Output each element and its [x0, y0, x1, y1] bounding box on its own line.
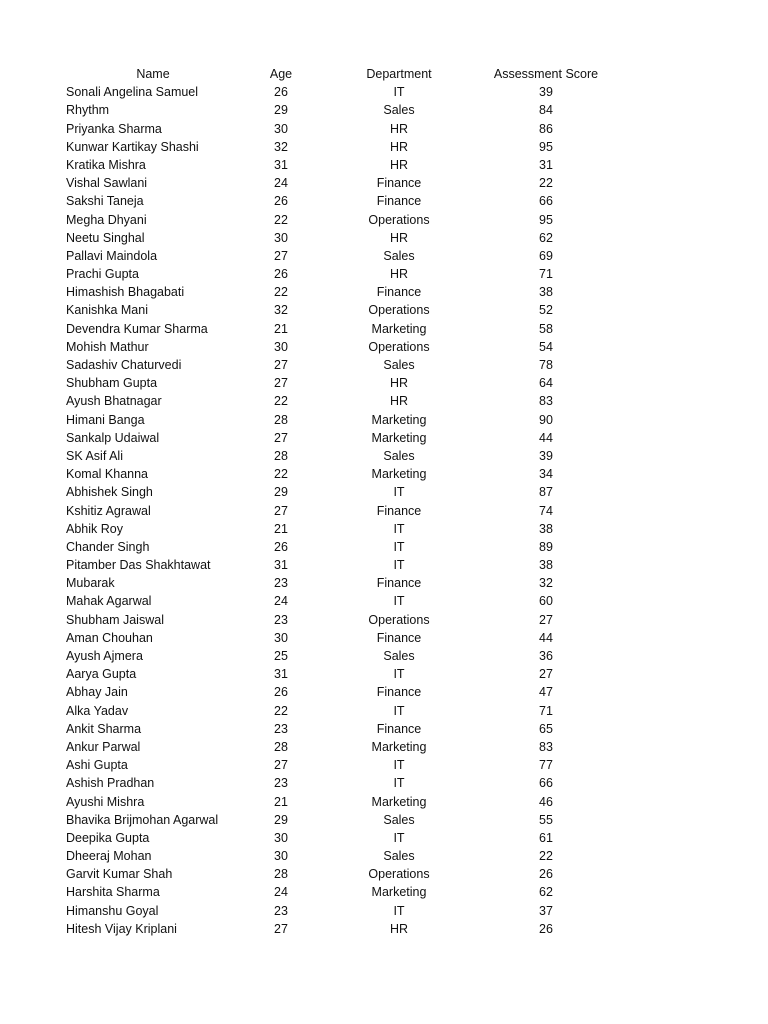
cell-name: Abhay Jain — [66, 685, 128, 700]
table-header — [0, 65, 768, 83]
cell-name: Neetu Singhal — [66, 230, 145, 245]
cell-age: 32 — [274, 303, 288, 318]
table-row — [0, 738, 768, 756]
cell-name: SK Asif Ali — [66, 448, 123, 463]
column-header-name: Name — [136, 67, 170, 81]
cell-department: Finance — [376, 194, 422, 209]
cell-assessment-score: 54 — [539, 339, 553, 354]
table-row — [0, 411, 768, 429]
cell-assessment-score: 36 — [539, 649, 553, 663]
cell-department: IT — [393, 85, 405, 100]
cell-name: Kanishka Mani — [66, 303, 148, 318]
cell-age: 30 — [274, 121, 288, 136]
table-row — [0, 683, 768, 701]
table-row — [0, 811, 768, 829]
table-row — [0, 138, 768, 156]
cell-age: 26 — [274, 685, 288, 700]
cell-assessment-score: 27 — [539, 667, 553, 682]
cell-department: Marketing — [371, 321, 427, 336]
table-row — [0, 920, 768, 938]
cell-name: Hitesh Vijay Kriplani — [66, 921, 177, 936]
cell-assessment-score: 37 — [539, 903, 553, 918]
cell-department: IT — [393, 594, 405, 609]
cell-age: 27 — [274, 358, 288, 372]
table-row — [0, 829, 768, 847]
cell-name: Harshita Sharma — [66, 885, 160, 900]
cell-name: Ayushi Mishra — [66, 794, 145, 809]
cell-department: HR — [389, 121, 409, 136]
cell-assessment-score: 52 — [539, 303, 553, 318]
cell-name: Ashish Pradhan — [66, 776, 155, 791]
cell-department: Marketing — [371, 885, 427, 900]
cell-department: Finance — [376, 503, 422, 518]
cell-department: Operations — [368, 867, 430, 882]
table-row — [0, 574, 768, 592]
cell-name: Komal Khanna — [66, 467, 149, 482]
cell-name: Ankur Parwal — [66, 739, 141, 754]
cell-department: HR — [389, 921, 409, 936]
cell-department: Marketing — [371, 739, 427, 754]
column-header-department: Department — [366, 67, 432, 81]
table-row — [0, 520, 768, 538]
cell-age: 24 — [274, 885, 288, 900]
table-row — [0, 429, 768, 447]
cell-assessment-score: 32 — [539, 576, 553, 591]
cell-name: Himanshu Goyal — [66, 903, 159, 918]
cell-name: Aman Chouhan — [66, 630, 153, 645]
cell-age: 22 — [274, 394, 288, 409]
cell-assessment-score: 89 — [539, 539, 553, 554]
cell-age: 28 — [274, 412, 288, 427]
cell-name: Aarya Gupta — [66, 667, 137, 682]
employee-table — [0, 65, 768, 938]
cell-department: IT — [393, 758, 405, 773]
column-header-assessment-score: Assessment Score — [493, 67, 599, 81]
cell-name: Ankit Sharma — [66, 721, 142, 736]
cell-name: Sakshi Taneja — [66, 194, 144, 209]
table-row — [0, 101, 768, 119]
cell-assessment-score: 47 — [539, 685, 553, 700]
table-row — [0, 211, 768, 229]
cell-name: Shubham Gupta — [66, 376, 158, 391]
cell-assessment-score: 22 — [539, 176, 553, 191]
cell-age: 28 — [274, 739, 288, 754]
cell-name: Shubham Jaiswal — [66, 612, 164, 627]
cell-name: Vishal Sawlani — [66, 176, 148, 191]
cell-department: Finance — [376, 285, 422, 300]
table-row — [0, 301, 768, 319]
table-row — [0, 320, 768, 338]
cell-assessment-score: 69 — [539, 248, 553, 263]
cell-name: Pallavi Maindola — [66, 248, 158, 263]
cell-age: 31 — [274, 667, 288, 682]
cell-department: Operations — [368, 339, 430, 354]
cell-name: Abhishek Singh — [66, 485, 153, 500]
cell-age: 30 — [274, 630, 288, 645]
cell-department: Sales — [383, 358, 415, 372]
cell-assessment-score: 84 — [539, 103, 553, 118]
cell-department: Sales — [383, 849, 415, 864]
cell-name: Megha Dhyani — [66, 212, 147, 227]
table-row — [0, 629, 768, 647]
cell-age: 29 — [274, 485, 288, 500]
cell-assessment-score: 61 — [539, 830, 553, 845]
cell-name: Himani Banga — [66, 412, 145, 427]
table-body — [0, 83, 768, 938]
cell-assessment-score: 74 — [539, 503, 553, 518]
cell-assessment-score: 26 — [539, 867, 553, 882]
cell-department: IT — [393, 903, 405, 918]
cell-name: Kshitiz Agrawal — [66, 503, 151, 518]
cell-assessment-score: 86 — [539, 121, 553, 136]
cell-assessment-score: 77 — [539, 758, 553, 773]
cell-department: IT — [393, 558, 405, 573]
table-row — [0, 447, 768, 465]
cell-assessment-score: 64 — [539, 376, 553, 391]
cell-assessment-score: 62 — [539, 885, 553, 900]
cell-assessment-score: 38 — [539, 521, 553, 536]
cell-assessment-score: 90 — [539, 412, 553, 427]
cell-age: 23 — [274, 612, 288, 627]
cell-age: 28 — [274, 448, 288, 463]
table-row — [0, 702, 768, 720]
cell-department: Finance — [376, 721, 422, 736]
cell-name: Ayush Ajmera — [66, 649, 143, 663]
cell-age: 26 — [274, 539, 288, 554]
cell-department: HR — [389, 267, 409, 282]
cell-assessment-score: 66 — [539, 194, 553, 209]
cell-name: Ayush Bhatnagar — [66, 394, 162, 409]
cell-age: 29 — [274, 103, 288, 118]
cell-age: 27 — [274, 758, 288, 773]
cell-assessment-score: 95 — [539, 139, 553, 154]
cell-assessment-score: 34 — [539, 467, 553, 482]
cell-age: 23 — [274, 776, 288, 791]
cell-assessment-score: 26 — [539, 921, 553, 936]
cell-name: Kunwar Kartikay Shashi — [66, 139, 199, 154]
cell-department: Sales — [383, 103, 415, 118]
cell-assessment-score: 38 — [539, 285, 553, 300]
cell-department: IT — [393, 485, 405, 500]
cell-name: Prachi Gupta — [66, 267, 139, 282]
cell-assessment-score: 38 — [539, 558, 553, 573]
cell-name: Ashi Gupta — [66, 758, 128, 773]
table-row — [0, 847, 768, 865]
table-row — [0, 756, 768, 774]
cell-name: Kratika Mishra — [66, 157, 146, 172]
table-row — [0, 356, 768, 374]
cell-department: Finance — [376, 176, 422, 191]
cell-name: Sonali Angelina Samuel — [66, 85, 199, 100]
cell-name: Sadashiv Chaturvedi — [66, 358, 182, 372]
cell-assessment-score: 39 — [539, 448, 553, 463]
cell-department: Marketing — [371, 794, 427, 809]
table-row — [0, 392, 768, 410]
cell-name: Himashish Bhagabati — [66, 285, 185, 300]
cell-age: 27 — [274, 248, 288, 263]
table-row — [0, 483, 768, 501]
cell-assessment-score: 62 — [539, 230, 553, 245]
cell-age: 27 — [274, 430, 288, 445]
cell-assessment-score: 46 — [539, 794, 553, 809]
cell-assessment-score: 87 — [539, 485, 553, 500]
cell-department: IT — [393, 703, 405, 718]
cell-department: Operations — [368, 212, 430, 227]
cell-department: HR — [389, 157, 409, 172]
cell-name: Priyanka Sharma — [66, 121, 162, 136]
cell-assessment-score: 39 — [539, 85, 553, 100]
cell-department: Sales — [383, 248, 415, 263]
table-row — [0, 83, 768, 101]
table-row — [0, 665, 768, 683]
cell-assessment-score: 83 — [539, 394, 553, 409]
cell-age: 21 — [274, 521, 288, 536]
cell-department: IT — [393, 830, 405, 845]
cell-assessment-score: 83 — [539, 739, 553, 754]
cell-department: Operations — [368, 303, 430, 318]
table-row — [0, 793, 768, 811]
cell-age: 31 — [274, 558, 288, 573]
cell-name: Mubarak — [66, 576, 115, 591]
table-row — [0, 338, 768, 356]
cell-department: IT — [393, 667, 405, 682]
cell-age: 30 — [274, 830, 288, 845]
cell-age: 22 — [274, 703, 288, 718]
cell-department: IT — [393, 539, 405, 554]
table-row — [0, 883, 768, 901]
table-row — [0, 465, 768, 483]
cell-age: 27 — [274, 503, 288, 518]
cell-age: 23 — [274, 721, 288, 736]
cell-assessment-score: 66 — [539, 776, 553, 791]
table-row — [0, 247, 768, 265]
cell-age: 23 — [274, 576, 288, 591]
table-row — [0, 647, 768, 665]
cell-assessment-score: 71 — [539, 267, 553, 282]
cell-age: 25 — [274, 649, 288, 663]
cell-assessment-score: 60 — [539, 594, 553, 609]
cell-department: Operations — [368, 612, 430, 627]
cell-age: 32 — [274, 139, 288, 154]
cell-name: Rhythm — [66, 103, 110, 118]
cell-age: 26 — [274, 194, 288, 209]
table-row — [0, 902, 768, 920]
cell-age: 21 — [274, 794, 288, 809]
table-row — [0, 538, 768, 556]
cell-department: Marketing — [371, 430, 427, 445]
cell-age: 24 — [274, 594, 288, 609]
cell-age: 27 — [274, 921, 288, 936]
table-row — [0, 374, 768, 392]
cell-age: 24 — [274, 176, 288, 191]
cell-name: Mahak Agarwal — [66, 594, 152, 609]
cell-assessment-score: 55 — [539, 812, 553, 827]
cell-age: 28 — [274, 867, 288, 882]
cell-age: 31 — [274, 157, 288, 172]
column-header-age: Age — [269, 67, 293, 81]
cell-age: 27 — [274, 376, 288, 391]
cell-department: Sales — [383, 448, 415, 463]
table-row — [0, 120, 768, 138]
cell-department: HR — [389, 230, 409, 245]
cell-age: 30 — [274, 849, 288, 864]
cell-age: 26 — [274, 85, 288, 100]
cell-department: HR — [389, 139, 409, 154]
table-row — [0, 592, 768, 610]
cell-age: 30 — [274, 339, 288, 354]
cell-assessment-score: 22 — [539, 849, 553, 864]
cell-assessment-score: 71 — [539, 703, 553, 718]
table-row — [0, 174, 768, 192]
table-row — [0, 865, 768, 883]
cell-age: 21 — [274, 321, 288, 336]
table-row — [0, 720, 768, 738]
cell-age: 23 — [274, 903, 288, 918]
cell-assessment-score: 31 — [539, 157, 553, 172]
cell-age: 22 — [274, 467, 288, 482]
cell-name: Deepika Gupta — [66, 830, 150, 845]
cell-department: Sales — [383, 812, 415, 827]
cell-assessment-score: 44 — [539, 630, 553, 645]
cell-name: Devendra Kumar Sharma — [66, 321, 208, 336]
table-row — [0, 283, 768, 301]
table-row — [0, 556, 768, 574]
cell-department: Finance — [376, 576, 422, 591]
cell-assessment-score: 58 — [539, 321, 553, 336]
table-row — [0, 156, 768, 174]
cell-name: Chander Singh — [66, 539, 150, 554]
cell-department: Finance — [376, 630, 422, 645]
cell-name: Sankalp Udaiwal — [66, 430, 160, 445]
cell-age: 22 — [274, 212, 288, 227]
cell-name: Garvit Kumar Shah — [66, 867, 173, 882]
cell-age: 29 — [274, 812, 288, 827]
cell-assessment-score: 65 — [539, 721, 553, 736]
cell-assessment-score: 78 — [539, 358, 553, 372]
table-row — [0, 774, 768, 792]
cell-name: Dheeraj Mohan — [66, 849, 152, 864]
cell-name: Bhavika Brijmohan Agarwal — [66, 812, 219, 827]
cell-assessment-score: 95 — [539, 212, 553, 227]
cell-age: 22 — [274, 285, 288, 300]
cell-department: Marketing — [371, 412, 427, 427]
cell-assessment-score: 27 — [539, 612, 553, 627]
cell-department: HR — [389, 394, 409, 409]
cell-department: Finance — [376, 685, 422, 700]
table-row — [0, 265, 768, 283]
table-row — [0, 502, 768, 520]
cell-name: Alka Yadav — [66, 703, 129, 718]
cell-name: Abhik Roy — [66, 521, 123, 536]
table-row — [0, 611, 768, 629]
cell-name: Pitamber Das Shakhtawat — [66, 558, 211, 573]
cell-department: Marketing — [371, 467, 427, 482]
cell-department: Sales — [383, 649, 415, 663]
cell-department: IT — [393, 521, 405, 536]
cell-department: IT — [393, 776, 405, 791]
table-row — [0, 192, 768, 210]
cell-age: 30 — [274, 230, 288, 245]
cell-name: Mohish Mathur — [66, 339, 149, 354]
table-row — [0, 229, 768, 247]
cell-department: HR — [389, 376, 409, 391]
cell-assessment-score: 44 — [539, 430, 553, 445]
cell-age: 26 — [274, 267, 288, 282]
